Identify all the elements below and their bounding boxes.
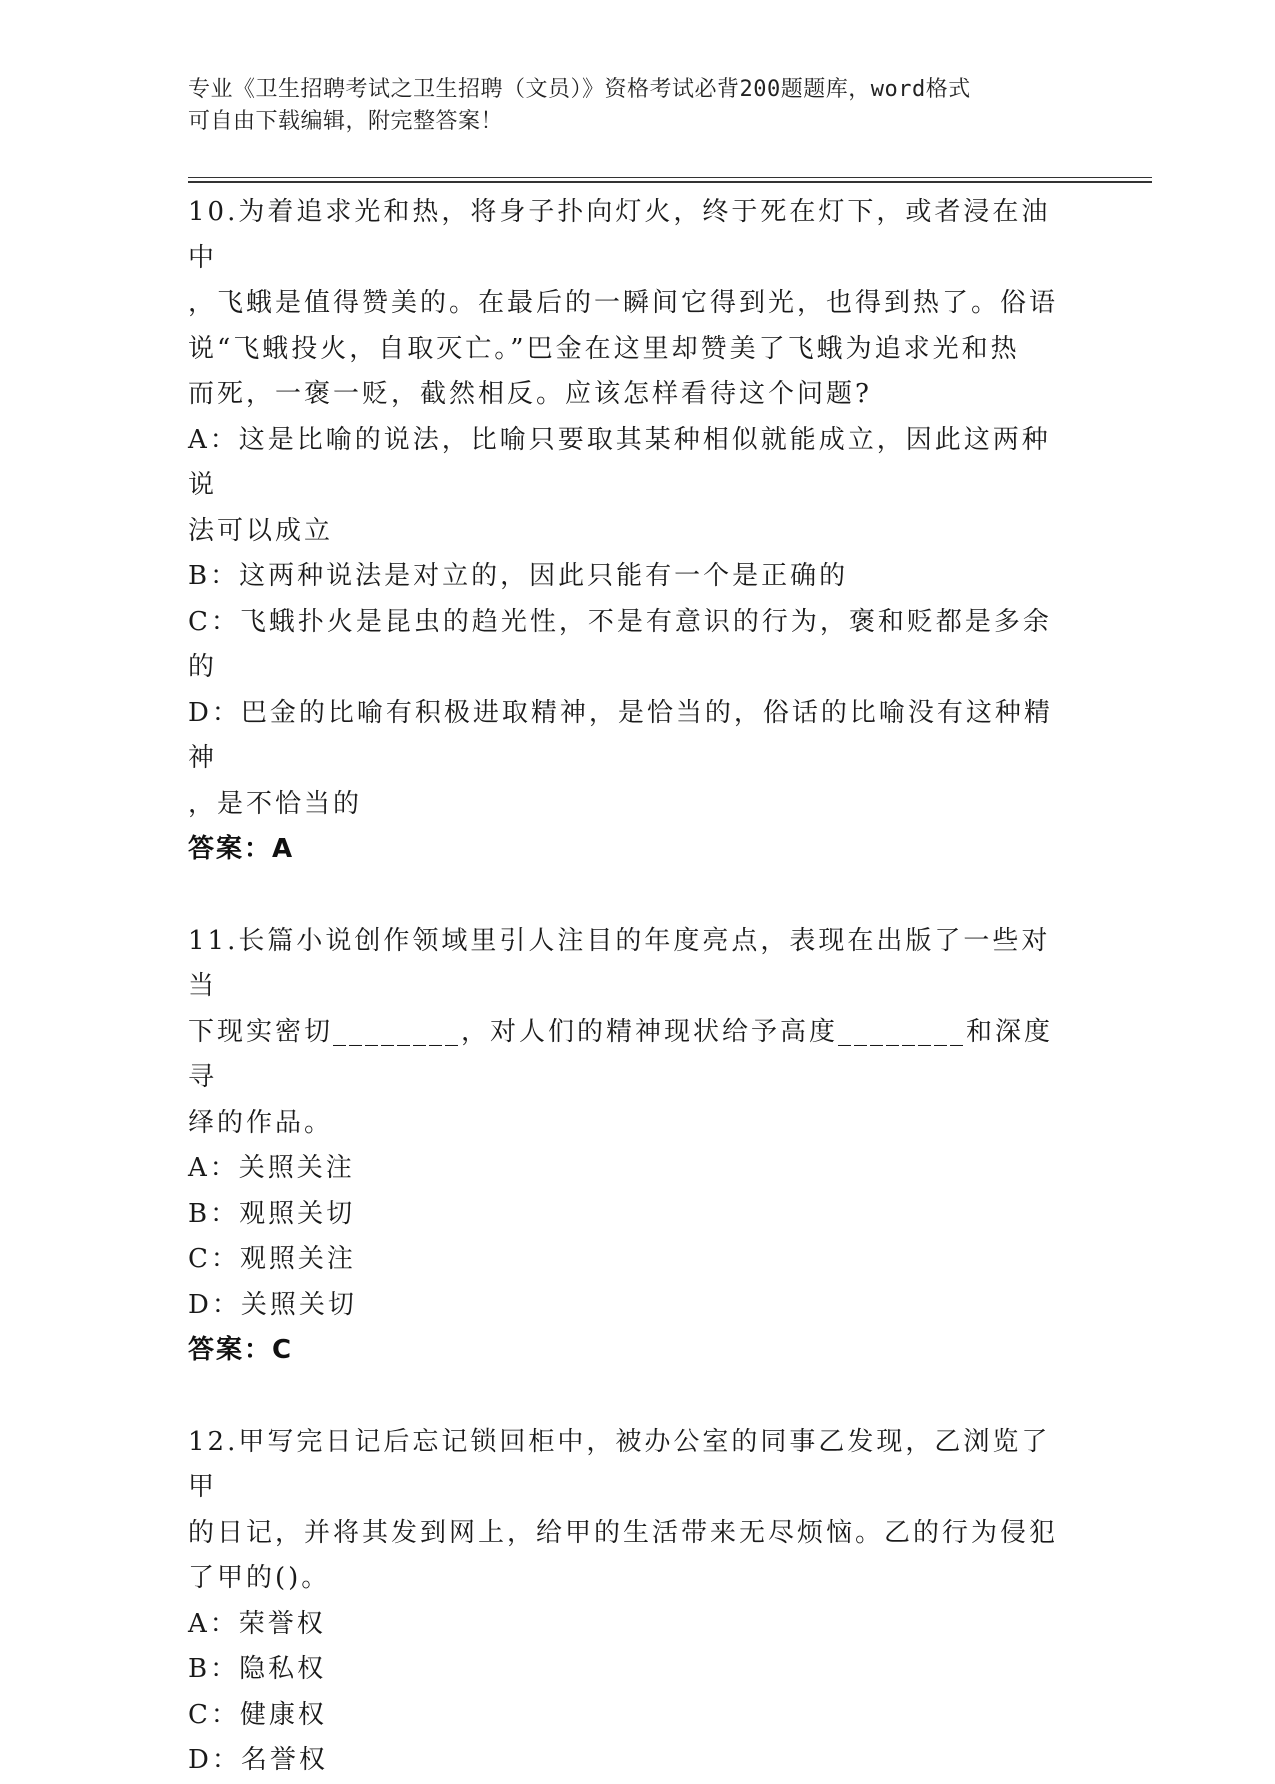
header-divider-thick xyxy=(188,181,1152,183)
question-11 xyxy=(188,919,1068,1374)
question-10 xyxy=(188,190,1068,873)
question-10-option-a: A：这是比喻的说法，比喻只要取其某种相似就能成立，因此这两种说 xyxy=(188,424,1051,500)
question-11-option-c: C：观照关注 xyxy=(188,1244,356,1274)
question-11-option-b: B：观照关切 xyxy=(188,1198,356,1229)
question-11-stem-line: 11.长篇小说创作领域里引人注目的年度亮点，表现在出版了一些对当 xyxy=(188,925,1051,1001)
question-12-option-d: D：名誉权 xyxy=(188,1745,328,1775)
question-12-option-b: B：隐私权 xyxy=(188,1654,327,1684)
question-list xyxy=(188,190,1068,1784)
document-header xyxy=(188,74,1068,138)
question-12-stem-line: 12.甲写完日记后忘记锁回柜中，被办公室的同事乙发现，乙浏览了甲 xyxy=(188,1426,1051,1502)
question-10-option-a-continued: 法可以成立 xyxy=(188,515,334,546)
question-12-option-a: A：荣誉权 xyxy=(188,1608,326,1639)
question-12-option-c: C：健康权 xyxy=(188,1699,327,1730)
question-10-option-b: B：这两种说法是对立的，因此只能有一个是正确的 xyxy=(188,561,849,591)
question-12-stem-line: 了甲的()。 xyxy=(188,1563,331,1593)
question-10-stem-line: 而死，一褒一贬，截然相反。应该怎样看待这个问题? xyxy=(188,379,872,409)
header-title-line-1: 专业《卫生招聘考试之卫生招聘（文员）》资格考试必背200题题库，word格式 xyxy=(188,77,971,102)
question-10-answer: 答案：A xyxy=(188,834,295,864)
question-12 xyxy=(188,1420,1068,1784)
question-10-option-c: C：飞蛾扑火是昆虫的趋光性，不是有意识的行为，褒和贬都是多余的 xyxy=(188,606,1052,682)
header-divider-thin xyxy=(188,177,1152,178)
question-11-stem-line: 绎的作品。 xyxy=(188,1107,334,1138)
question-spacer xyxy=(188,873,1068,919)
question-11-option-a: A：关照关注 xyxy=(188,1153,355,1183)
header-title-line-2: 可自由下载编辑，附完整答案！ xyxy=(188,109,504,134)
question-11-stem-line: 下现实密切________，对人们的精神现状给予高度________和深度寻 xyxy=(188,1016,1054,1092)
question-10-option-d-continued: ，是不恰当的 xyxy=(188,788,363,819)
question-12-stem-line: 的日记，并将其发到网上，给甲的生活带来无尽烦恼。乙的行为侵犯 xyxy=(188,1517,1059,1548)
question-spacer xyxy=(188,1374,1068,1420)
question-11-option-d: D：关照关切 xyxy=(188,1289,357,1320)
question-11-answer: 答案：C xyxy=(188,1335,294,1365)
question-10-stem-line: 说“飞蛾投火，自取灭亡。”巴金在这里却赞美了飞蛾为追求光和热 xyxy=(188,333,1020,364)
question-10-stem-line: ，飞蛾是值得赞美的。在最后的一瞬间它得到光，也得到热了。俗语 xyxy=(188,288,1059,318)
question-10-option-d: D：巴金的比喻有积极进取精神，是恰当的，俗话的比喻没有这种精神 xyxy=(188,697,1053,773)
question-10-stem-line: 10.为着追求光和热，将身子扑向灯火，终于死在灯下，或者浸在油中 xyxy=(188,197,1051,273)
